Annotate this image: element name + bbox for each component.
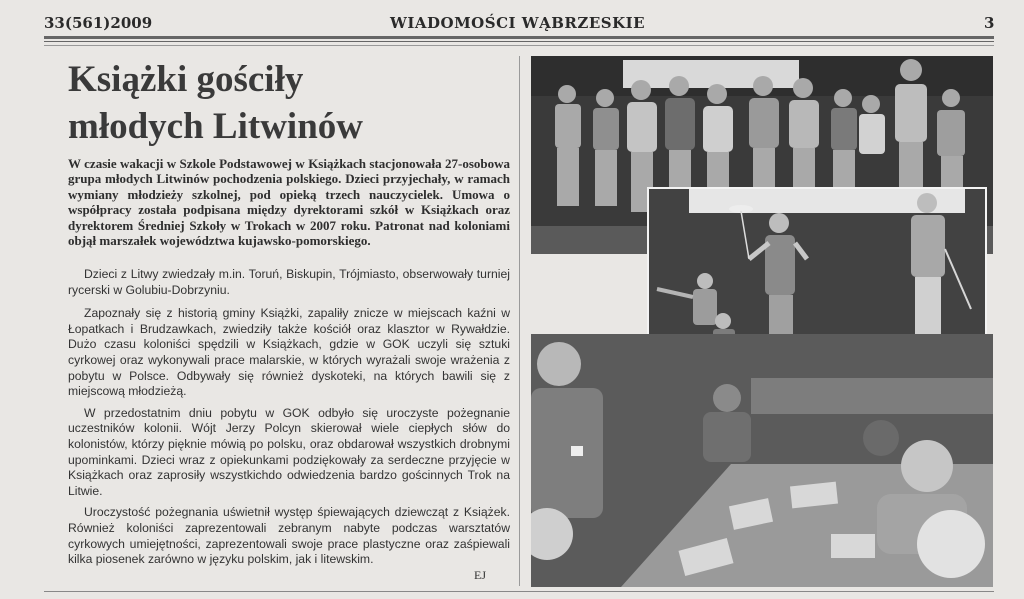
issue-number: 33(561)2009 <box>44 14 153 32</box>
body-paragraph-2: Zapoznały się z historią gminy Książki, zapaliły znicze w miejscach kaźni w Łopatkach i Brudzawkach, zwiedziły także kościół oraz klasztor w Rywałdzie. Dużo czasu koloniści spędzili w Książkach, gdzie w GOK uczyli się sztuki cyrkowej oraz wykonywali prace malarskie, w których wyrażali swoje wrażenia z pobytu w Polsce. Odbywały się również dyskoteki, na których bawili się z miejscową młodzieżą. <box>68 306 510 399</box>
header-rule-hairline <box>44 45 994 46</box>
column-divider <box>519 56 520 586</box>
headline-line-1: Książki gościły <box>68 59 304 100</box>
page-number: 3 <box>984 14 995 32</box>
header-rule-thick <box>44 36 994 39</box>
body-paragraph-1: Dzieci z Litwy zwiedzały m.in. Toruń, Biskupin, Trójmiasto, obserwowały turniej rycerski w Golubiu-Dobrzyniu. <box>68 267 510 297</box>
body-paragraph-4: Uroczystość pożegnania uświetnił występ śpiewających dziewcząt z Książek. Również koloniści zaprezentowali zebranym nabyte podczas warsztatów cyrkowych umiejętności, zaprezentowali swoje prace plastyczne oraz zaśpiewali kilka piosenek zarówno w języku polskim, jak i litewskim. <box>68 505 510 567</box>
header-rule-thin <box>44 41 994 42</box>
body-paragraph-3: W przedostatnim dniu pobytu w GOK odbyło się uroczyste pożegnanie uczestników kolonii. Wójt Jerzy Polcyn skierował wiele ciepłych słów do kolonistów, którzy pięknie mówią po polsku, oraz obdarował wszystkich drobnymi upominkami. Dzieci wraz z opiekunkami podziękowały za serdeczne przyjęcie w Książkach oraz zaprosiły wszystkichdo odwiedzenia bardzo gościnnych Trok na Litwie. <box>68 405 510 498</box>
article-headline <box>68 56 488 150</box>
footer-rule <box>44 591 994 592</box>
article-body <box>68 267 510 574</box>
newspaper-title: WIADOMOŚCI WĄBRZESKIE <box>390 14 646 32</box>
photo-art-workshop <box>531 334 993 587</box>
headline-line-2: młodych Litwinów <box>68 106 364 147</box>
article-lead: W czasie wakacji w Szkole Podstawowej w Książkach stacjonowała 27-osobowa grupa młodych Litwinów pochodzenia polskiego. Dzieci przyjechały, w ramach wymiany młodzieży szkolnej, pod opieką trzech nauczycielek. Umowa o współpracy została podpisana między dyrektorami szkół w Książkach oraz dyrektorem Średniej Szkoły w Trokach w 2007 roku. Patronat nad koloniami objął marszałek województwa kujawsko-pomorskiego. <box>68 156 510 249</box>
author-signature: EJ <box>474 568 486 582</box>
